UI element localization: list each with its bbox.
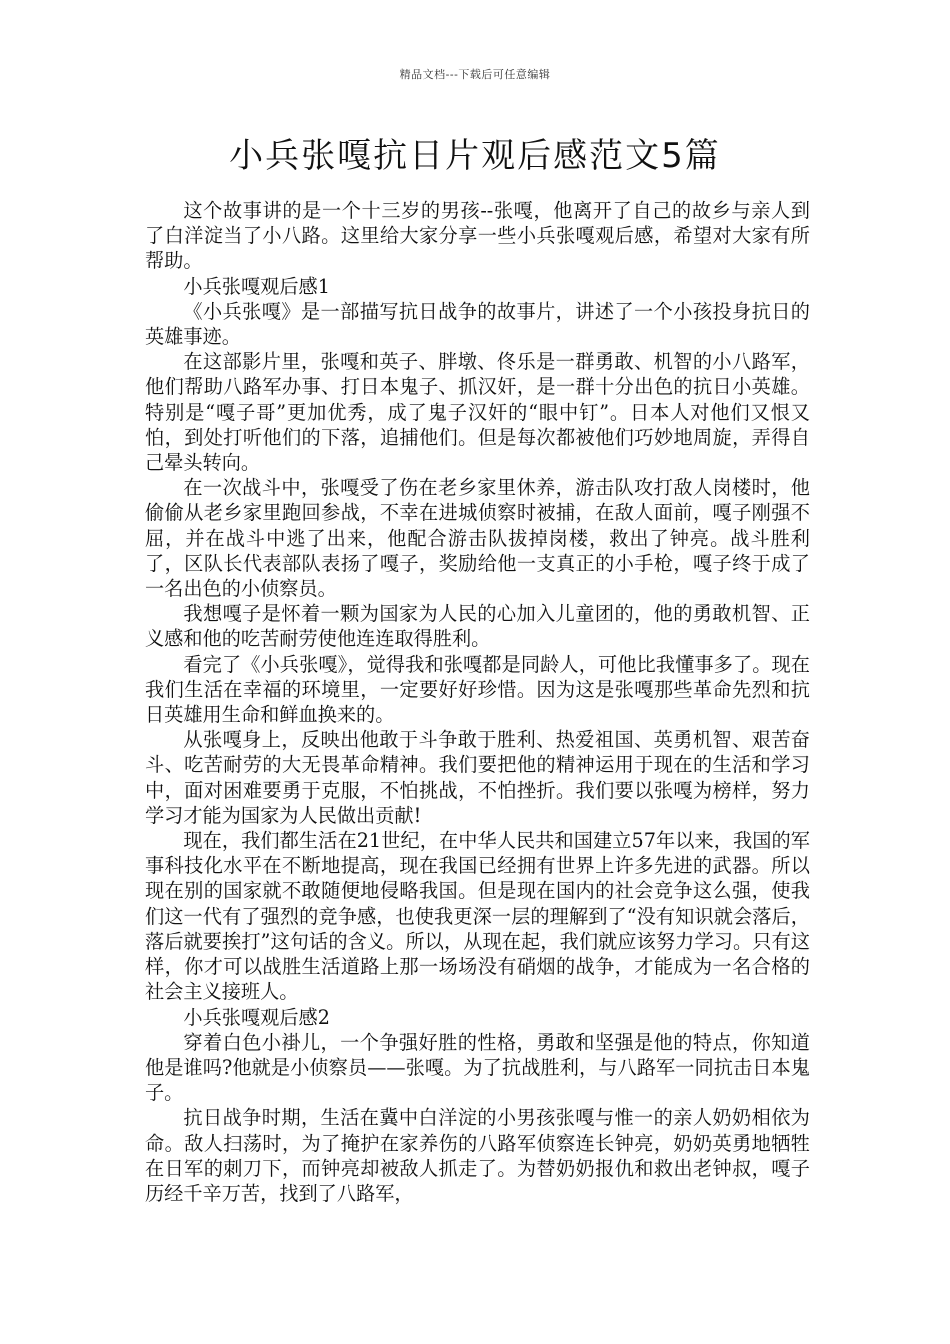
body-paragraph: 在一次战斗中，张嘎受了伤在老乡家里休养，游击队攻打敌人岗楼时，他偷偷从老乡家里跑回参战，不幸在进城侦察时被捕，在敌人面前，嘎子刚强不屈，并在战斗中逃了出来，他配合游击队拔掉岗楼，救出了钟亮。战斗胜利了，区队长代表部队表扬了嘎子，奖励给他一支真正的小手枪，嘎子终于成了一名出色的小侦察员。: [145, 476, 810, 601]
document-body: [145, 198, 810, 1206]
section-heading-1: 小兵张嘎观后感1: [183, 274, 330, 298]
intro-paragraph: 这个故事讲的是一个十三岁的男孩--张嘎，他离开了自己的故乡与亲人到了白洋淀当了小八路。这里给大家分享一些小兵张嘎观后感，希望对大家有所帮助。: [145, 199, 810, 273]
body-paragraph: 现在，我们都生活在21世纪，在中华人民共和国建立57年以来，我国的军事科技化水平在不断地提高，现在我国已经拥有世界上许多先进的武器。所以现在别的国家就不敢随便地侵略我国。但是现在国内的社会竞争这么强，使我们这一代有了强烈的竞争感，也使我更深一层的理解到了“没有知识就会落后，落后就要挨打”这句话的含义。所以，从现在起，我们就应该努力学习。只有这样，你才可以战胜生活道路上那一场场没有硝烟的战争，才能成为一名合格的社会主义接班人。: [145, 829, 810, 1004]
body-paragraph: 穿着白色小褂儿，一个争强好胜的性格，勇敢和坚强是他的特点，你知道他是谁吗?他就是小侦察员——张嘎。为了抗战胜利，与八路军一同抗击日本鬼子。: [145, 1030, 810, 1105]
body-paragraph: 在这部影片里，张嘎和英子、胖墩、佟乐是一群勇敢、机智的小八路军，他们帮助八路军办事、打日本鬼子、抓汉奸，是一群十分出色的抗日小英雄。特别是“嘎子哥”更加优秀，成了鬼子汉奸的“眼中钉”。日本人对他们又恨又怕，到处打听他们的下落，追捕他们。但是每次都被他们巧妙地周旋，弄得自己晕头转向。: [145, 350, 810, 475]
body-paragraph: 《小兵张嘎》是一部描写抗日战争的故事片，讲述了一个小孩投身抗日的英雄事迹。: [145, 299, 810, 349]
body-paragraph: 抗日战争时期，生活在冀中白洋淀的小男孩张嘎与惟一的亲人奶奶相依为命。敌人扫荡时，为了掩护在家养伤的八路军侦察连长钟亮，奶奶英勇地牺牲在日军的刺刀下，而钟亮却被敌人抓走了。为替奶奶报仇和救出老钟叔，嘎子历经千辛万苦，找到了八路军，: [145, 1106, 810, 1205]
body-paragraph: 我想嘎子是怀着一颗为国家为人民的心加入儿童团的，他的勇敢机智、正义感和他的吃苦耐劳使他连连取得胜利。: [145, 602, 810, 651]
body-paragraph: 从张嘎身上，反映出他敢于斗争敢于胜利、热爱祖国、英勇机智、艰苦奋斗、吃苦耐劳的大无畏革命精神。我们要把他的精神运用于现在的生活和学习中，面对困难要勇于克服，不怕挑战，不怕挫折。我们要以张嘎为榜样，努力学习才能为国家为人民做出贡献!: [145, 728, 810, 827]
header-note: 精品文档---下载后可任意编辑: [399, 68, 551, 81]
document-title: 小兵张嘎抗日片观后感范文5篇: [229, 136, 721, 176]
body-paragraph: 看完了《小兵张嘎》，觉得我和张嘎都是同龄人，可他比我懂事多了。现在我们生活在幸福的环境里，一定要好好珍惜。因为这是张嘎那些革命先烈和抗日英雄用生命和鲜血换来的。: [145, 652, 810, 727]
section-heading-2: 小兵张嘎观后感2: [183, 1005, 330, 1029]
